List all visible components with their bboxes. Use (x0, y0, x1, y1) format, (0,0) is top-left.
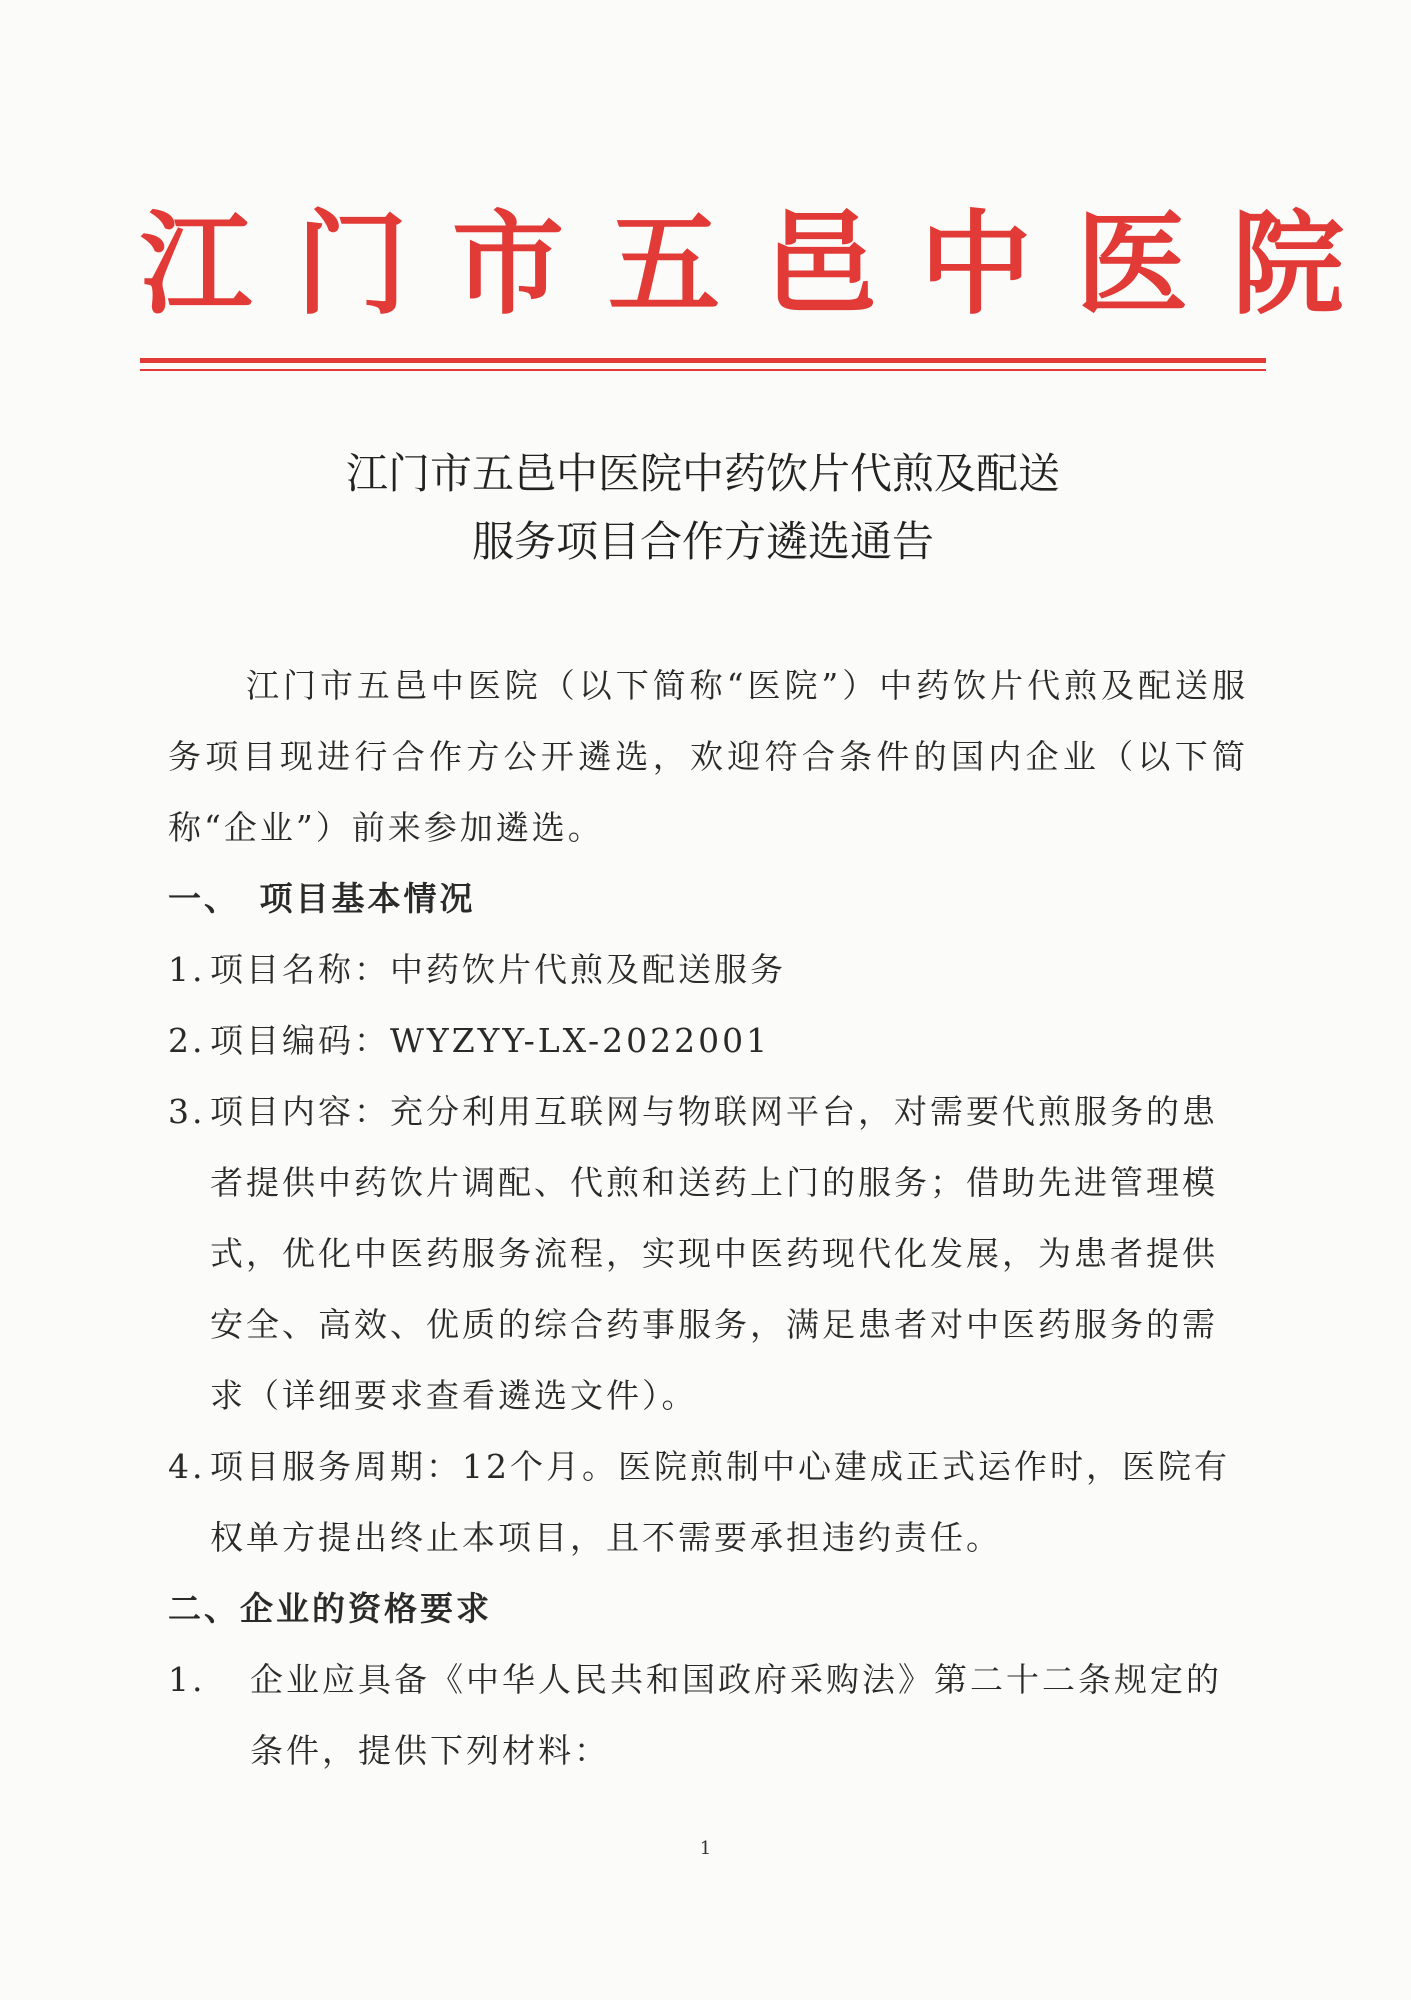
item-number: 2. (168, 1021, 206, 1060)
item-text: 项目服务周期：12个月。医院煎制中心建成正式运作时，医院有权单方提出终止本项目，且不需要承担违约责任。 (210, 1447, 1230, 1557)
document-title-line-1: 江门市五邑中医院中药饮片代煎及配送 (345, 449, 1060, 498)
item-text: 企业应具备《中华人民共和国政府采购法》第二十二条规定的条件，提供下列材料： (250, 1660, 1222, 1770)
item-number: 4. (168, 1447, 206, 1486)
intro-paragraph: 江门市五邑中医院（以下简称“医院”）中药饮片代煎及配送服务项目现进行合作方公开遴选，欢迎符合条件的国内企业（以下简称“企业”）前来参加遴选。 (168, 666, 1248, 847)
document-title-line-2: 服务项目合作方遴选通告 (471, 517, 934, 566)
section-1-item (168, 1431, 1248, 1573)
letterhead-title: 江门市五邑中医院 (140, 199, 1388, 330)
document-body (168, 650, 1248, 1786)
item-number: 1. (168, 1660, 206, 1699)
section-1-item (168, 934, 1248, 1005)
letterhead-rule-thin (140, 369, 1266, 371)
letterhead-rule-thick (140, 358, 1266, 363)
document-title (140, 440, 1266, 576)
item-text: 项目名称：中药饮片代煎及配送服务 (210, 950, 786, 989)
item-text: 项目编码：WYZYY-LX-2022001 (210, 1021, 771, 1060)
section-2-item (168, 1644, 1248, 1786)
section-2-heading: 二、企业的资格要求 (168, 1589, 492, 1628)
item-text: 项目内容：充分利用互联网与物联网平台，对需要代煎服务的患者提供中药饮片调配、代煎和送药上门的服务；借助先进管理模式，优化中医药服务流程，实现中医药现代化发展，为患者提供安全、高效、优质的综合药事服务，满足患者对中医药服务的需求（详细要求查看遴选文件）。 (210, 1092, 1218, 1415)
section-1-heading: 一、 项目基本情况 (168, 879, 476, 918)
section-1-item (168, 1076, 1248, 1431)
page-number: 1 (699, 1838, 712, 1859)
item-number: 1. (168, 950, 206, 989)
section-1-item (168, 1005, 1248, 1076)
item-number: 3. (168, 1092, 206, 1131)
